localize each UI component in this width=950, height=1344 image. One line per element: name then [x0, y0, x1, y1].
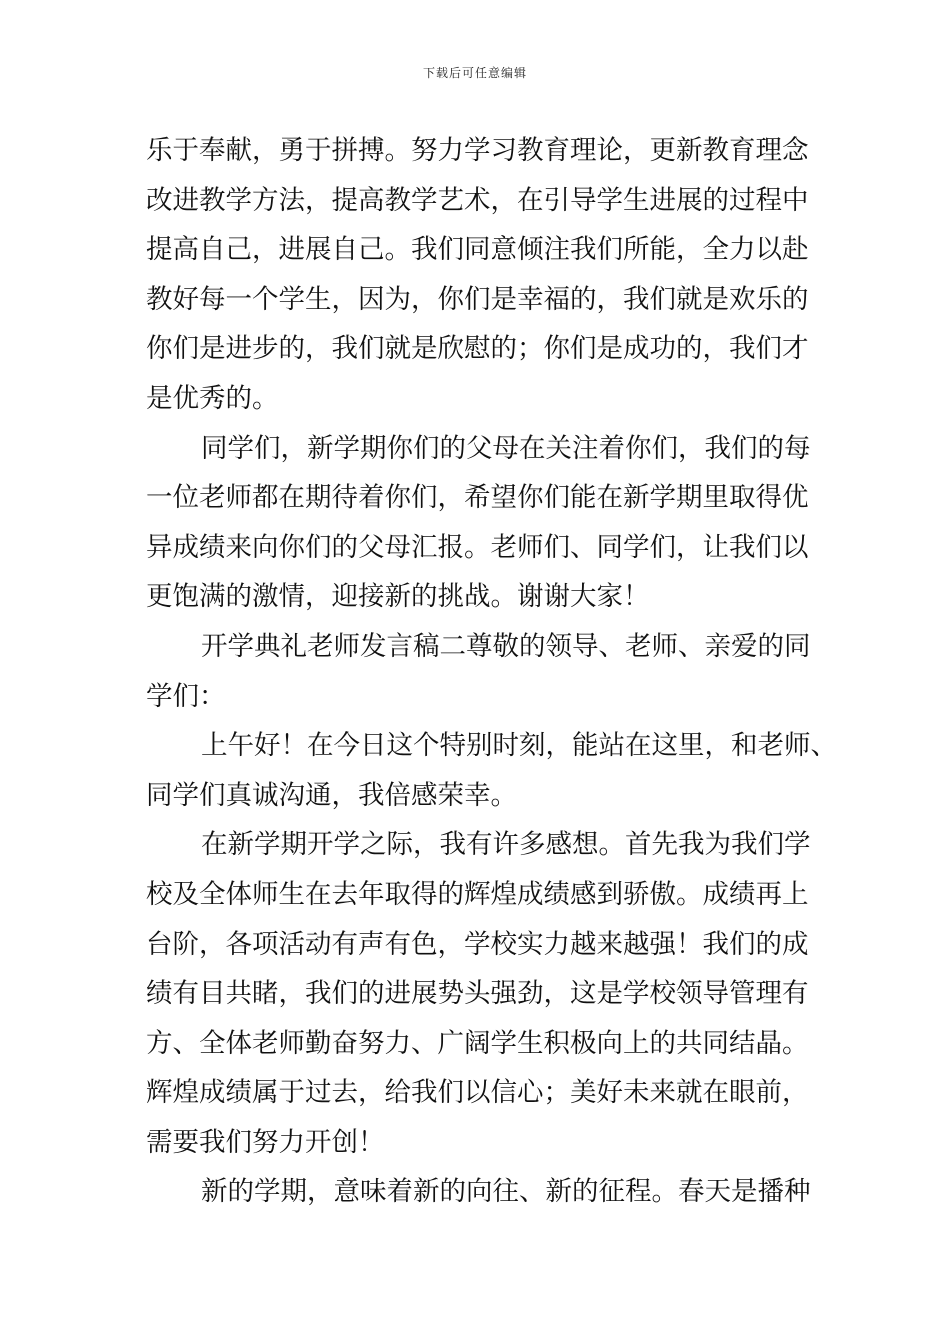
- text-line: 更饱满的激情，迎接新的挑战。谢谢大家！: [146, 581, 650, 613]
- document-body: [146, 126, 836, 1217]
- page-header: 下载后可任意编辑: [422, 66, 527, 80]
- text-line: 校及全体师生在去年取得的辉煌成绩感到骄傲。成绩再上: [146, 878, 809, 910]
- text-line: 教好每一个学生，因为，你们是幸福的，我们就是欢乐的: [146, 283, 809, 315]
- paragraph-first-line: 开学典礼老师发言稿二尊敬的领导、老师、亲爱的同: [201, 630, 811, 662]
- text-line: 改进教学方法，提高教学艺术，在引导学生进展的过程中: [146, 184, 809, 216]
- text-line: 是优秀的。: [146, 382, 279, 414]
- paragraph-first-line: 同学们，新学期你们的父母在关注着你们，我们的每: [201, 432, 811, 464]
- text-line: 一位老师都在期待着你们，希望你们能在新学期里取得优: [146, 482, 809, 514]
- paragraph-first-line: 新的学期，意味着新的向往、新的征程。春天是播种: [201, 1176, 811, 1208]
- text-line: 需要我们努力开创！: [146, 1126, 385, 1158]
- text-line: 绩有目共睹，我们的进展势头强劲，这是学校领导管理有: [146, 978, 809, 1010]
- text-line: 乐于奉献，勇于拼搏。努力学习教育理论，更新教育理念: [146, 135, 809, 166]
- text-line: 同学们真诚沟通，我倍感荣幸。: [146, 779, 517, 811]
- paragraph-first-line: 上午好！在今日这个特别时刻，能站在这里，和老师、: [201, 730, 837, 762]
- text-line: 提高自己，进展自己。我们同意倾注我们所能，全力以赴: [146, 234, 809, 266]
- text-line: 方、全体老师勤奋努力、广阔学生积极向上的共同结晶。: [146, 1027, 809, 1059]
- text-line: 你们是进步的，我们就是欣慰的；你们是成功的，我们才: [146, 333, 809, 365]
- text-line: 异成绩来向你们的父母汇报。老师们、同学们，让我们以: [146, 531, 809, 563]
- text-line: 学们：: [146, 680, 226, 712]
- text-line: 台阶，各项活动有声有色，学校实力越来越强！我们的成: [146, 928, 809, 960]
- paragraph-first-line: 在新学期开学之际，我有许多感想。首先我为我们学: [201, 829, 811, 861]
- text-line: 辉煌成绩属于过去，给我们以信心；美好未来就在眼前，: [146, 1077, 809, 1109]
